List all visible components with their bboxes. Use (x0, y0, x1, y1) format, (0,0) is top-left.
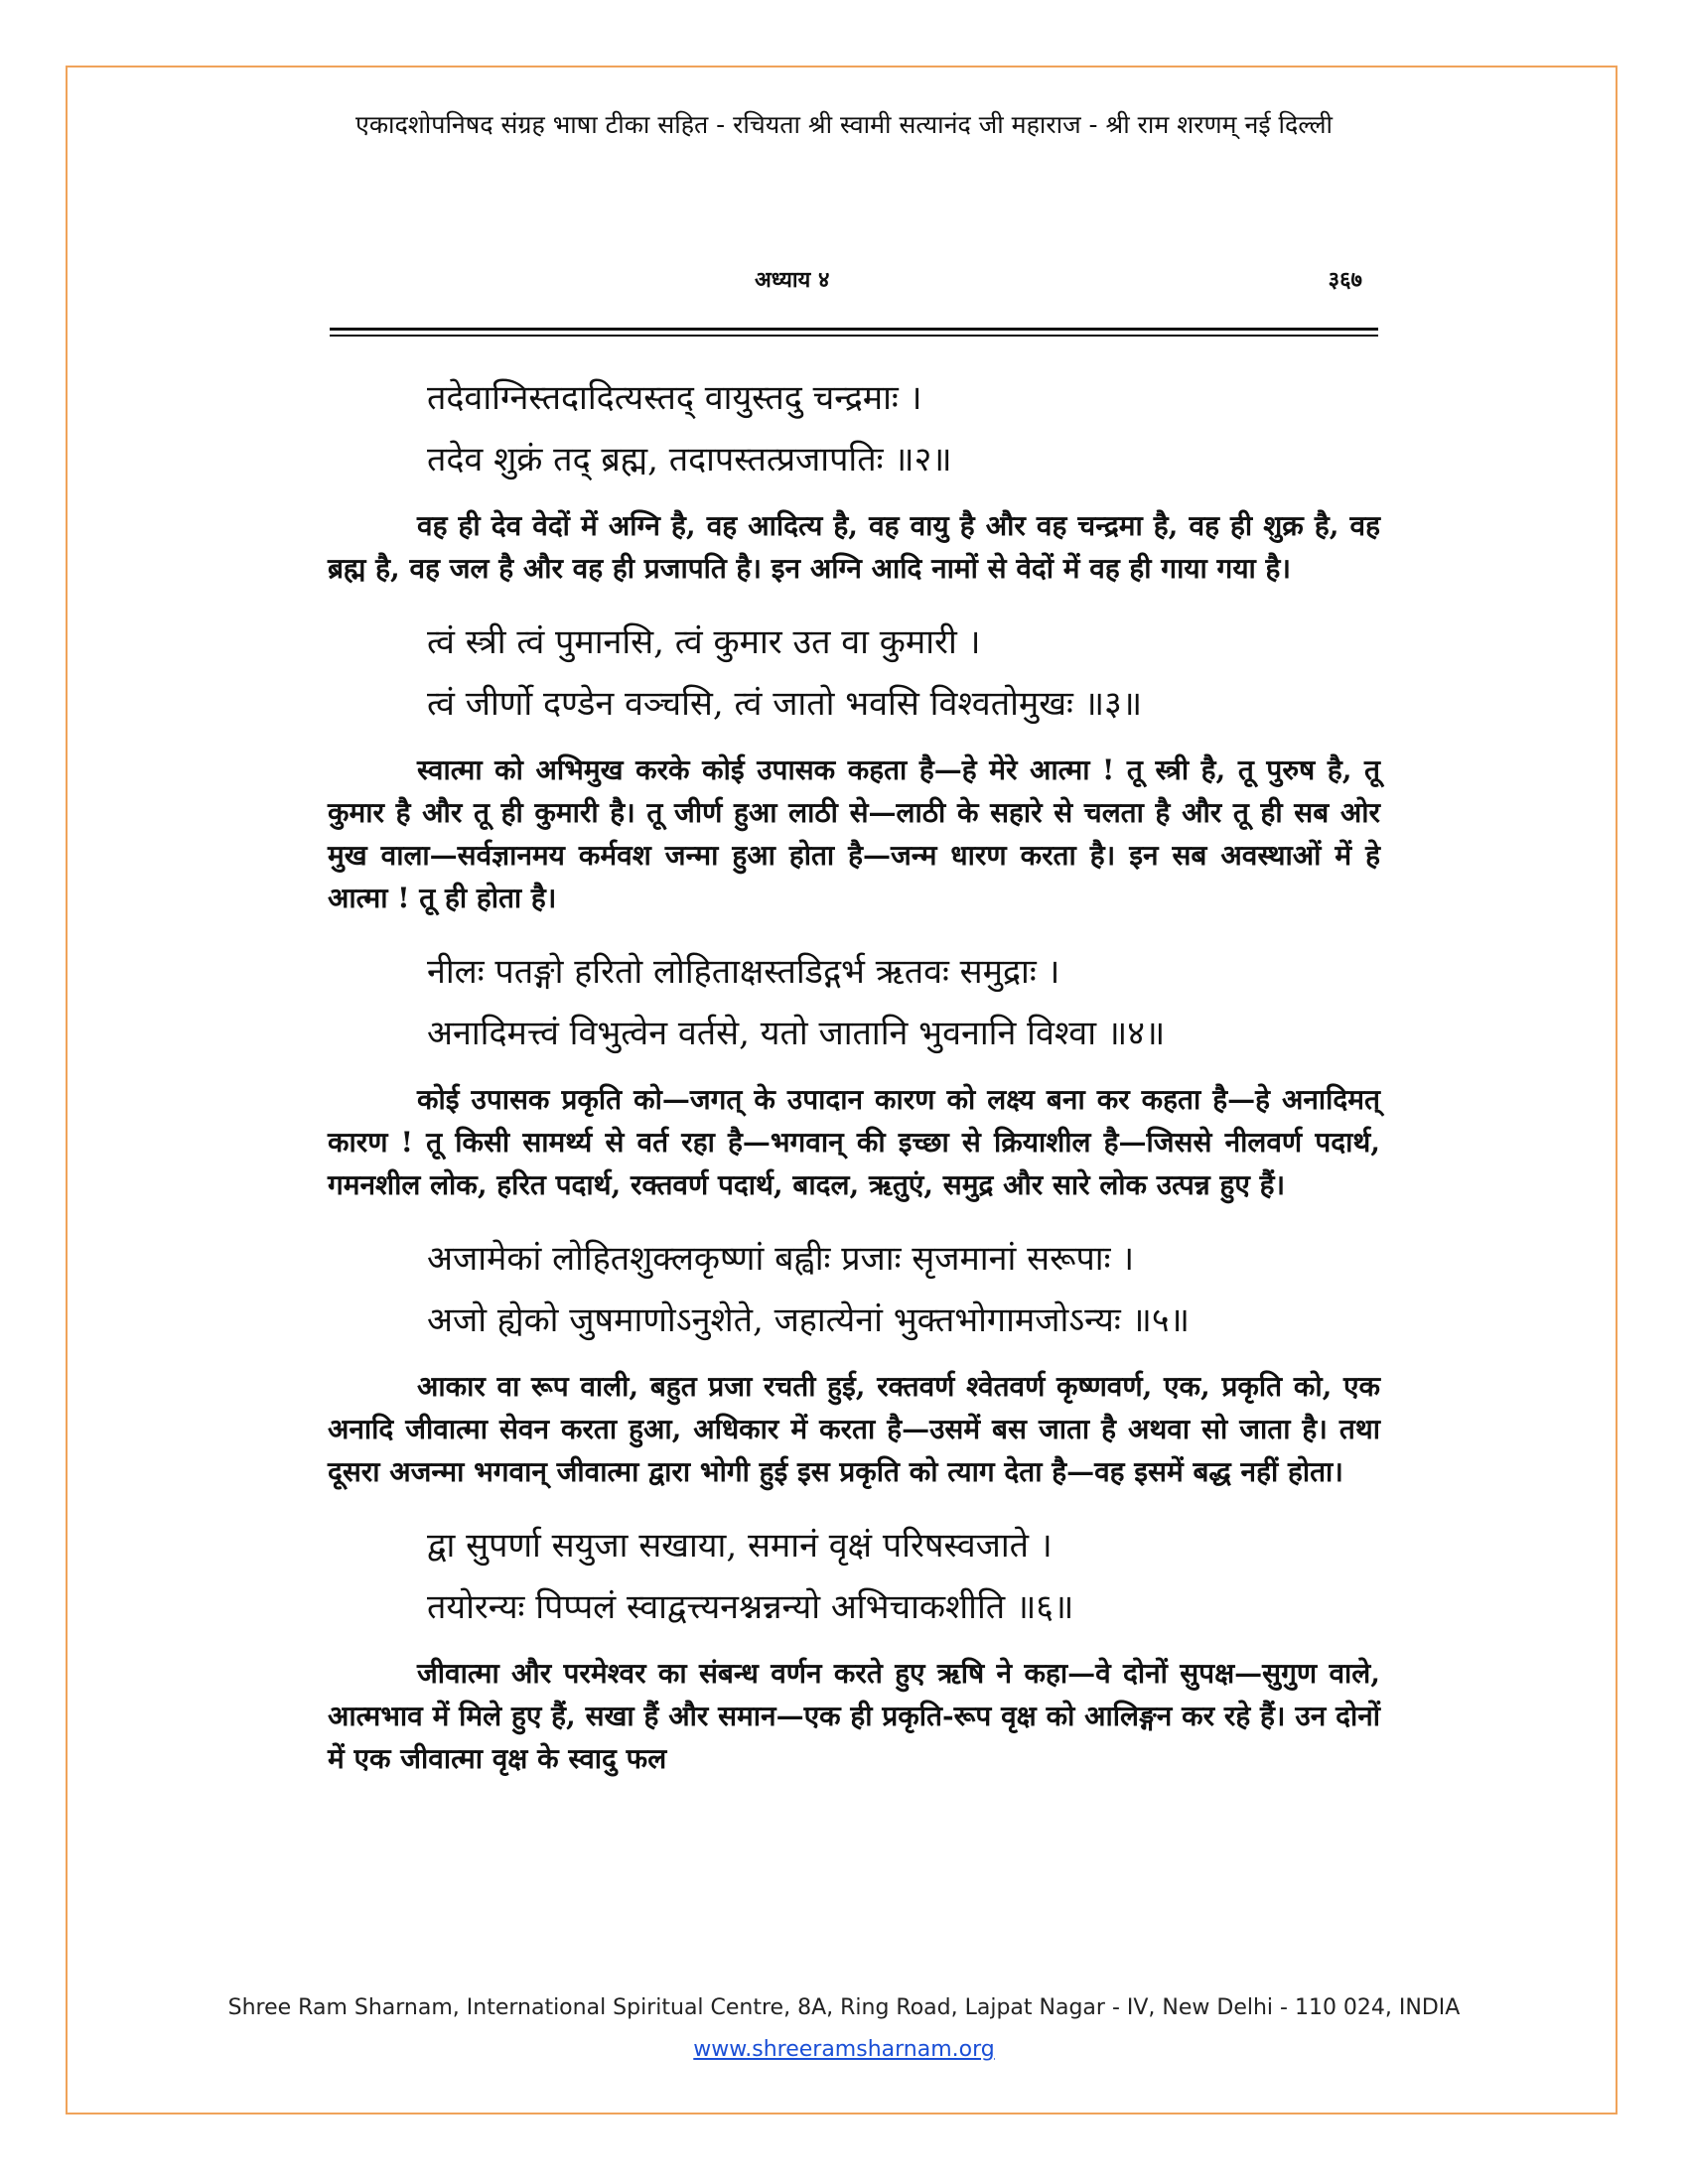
verse-line: तदेवाग्निस्तदादित्यस्तद् वायुस्तदु चन्द्रमाः । (427, 378, 922, 418)
page-header: एकादशोपनिषद संग्रह भाषा टीका सहित - रचियता श्री स्वामी सत्यानंद जी महाराज - श्री राम शरणम् नई दिल्ली (355, 110, 1333, 139)
commentary-paragraph: वह ही देव वेदों में अग्नि है, वह आदित्य है, वह वायु है और वह चन्द्रमा है, वह ही शुक्र है, वह ब्रह्म है, वह जल है और वह ही प्रजापति है। इन अग्नि आदि नामों से वेदों में वह ही गाया गया है। (328, 509, 1380, 585)
commentary-paragraph: कोई उपासक प्रकृति को—जगत् के उपादान कारण को लक्ष्य बना कर कहता है—हे अनादिमत् कारण ! तू किसी सामर्थ्य से वर्त रहा है—भगवान् की इच्छा से क्रियाशील है—जिससे नीलवर्ण पदार्थ, गमनशील लोक, हरित पदार्थ, रक्तवर्ण पदार्थ, बादल, ऋतुएं, समुद्र और सारे लोक उत्पन्न हुए हैं। (328, 1083, 1380, 1201)
verse-line: अजामेकां लोहितशुक्लकृष्णां बह्वीः प्रजाः सृजमानां सरूपाः । (427, 1239, 1135, 1279)
verse-line: अनादिमत्त्वं विभुत्वेन वर्तसे, यतो जातानि भुवनानि विश्वा ॥४॥ (427, 1014, 1166, 1053)
commentary-paragraph: जीवात्मा और परमेश्वर का संबन्ध वर्णन करते हुए ऋषि ने कहा—वे दोनों सुपक्ष—सुगुण वाले, आत्मभाव में मिले हुए हैं, सखा हैं और समान—एक ही प्रकृति-रूप वृक्ष को आलिङ्गन कर रहे हैं। उन दोनों में एक जीवात्मा वृक्ष के स्वादु फल (328, 1657, 1380, 1775)
verse-line: त्वं जीर्णो दण्डेन वञ्चसि, त्वं जातो भवसि विश्वतोमुखः ॥३॥ (427, 684, 1143, 724)
page-number: ३६७ (1328, 267, 1362, 293)
footer-address: Shree Ram Sharnam, International Spiritual Centre, 8A, Ring Road, Lajpat Nagar - IV, New Delhi - 110 024, INDIA (227, 1995, 1461, 2020)
verse-line: तदेव शुक्रं तद् ब्रह्म, तदापस्तत्प्रजापतिः ॥२॥ (427, 440, 952, 479)
header-rule-thin (330, 335, 1378, 337)
chapter-label: अध्याय ४ (755, 267, 830, 293)
verse-block (328, 612, 1380, 735)
verse-block (328, 367, 1380, 490)
verse-block (328, 1515, 1380, 1638)
verse-line: नीलः पतङ्गो हरितो लोहिताक्षस्तडिद्गर्भ ऋतवः समुद्राः । (427, 952, 1060, 992)
verse-block (328, 1228, 1380, 1351)
verse-line: द्वा सुपर्णा सयुजा सखाया, समानं वृक्षं परिषस्वजाते । (427, 1526, 1053, 1566)
commentary-paragraph: आकार वा रूप वाली, बहुत प्रजा रचती हुई, रक्तवर्ण श्वेतवर्ण कृष्णवर्ण, एक, प्रकृति को, एक अनादि जीवात्मा सेवन करता हुआ, अधिकार में करता है—उसमें बस जाता है अथवा सो जाता है। तथा दूसरा अजन्मा भगवान् जीवात्मा द्वारा भोगी हुई इस प्रकृति को त्याग देता है—वह इसमें बद्ध नहीं होता। (328, 1370, 1380, 1488)
verse-line: त्वं स्त्री त्वं पुमानसि, त्वं कुमार उत वा कुमारी । (427, 622, 981, 662)
verse-line: तयोरन्यः पिप्पलं स्वाद्वत्त्यनश्नन्नन्यो अभिचाकशीति ॥६॥ (427, 1587, 1074, 1627)
footer-link-row (0, 2037, 1688, 2062)
commentary-paragraph: स्वात्मा को अभिमुख करके कोई उपासक कहता है—हे मेरे आत्मा ! तू स्त्री है, तू पुरुष है, तू कुमार है और तू ही कुमारी है। तू जीर्ण हुआ लाठी से—लाठी के सहारे से चलता है और तू ही सब ओर मुख वाला—सर्वज्ञानमय कर्मवश जन्मा हुआ होता है—जन्म धारण करता है। इन सब अवस्थाओं में हे आत्मा ! तू ही होता है। (328, 753, 1380, 914)
scan-content (328, 367, 1380, 1802)
scanned-page (298, 199, 1410, 1946)
verse-block (328, 941, 1380, 1064)
website-link[interactable]: www.shreeramsharnam.org (693, 2037, 995, 2062)
header-rule (330, 328, 1378, 331)
verse-line: अजो ह्येको जुषमाणोऽनुशेते, जहात्येनां भुक्तभोगामजोऽन्यः ॥५॥ (427, 1300, 1190, 1340)
